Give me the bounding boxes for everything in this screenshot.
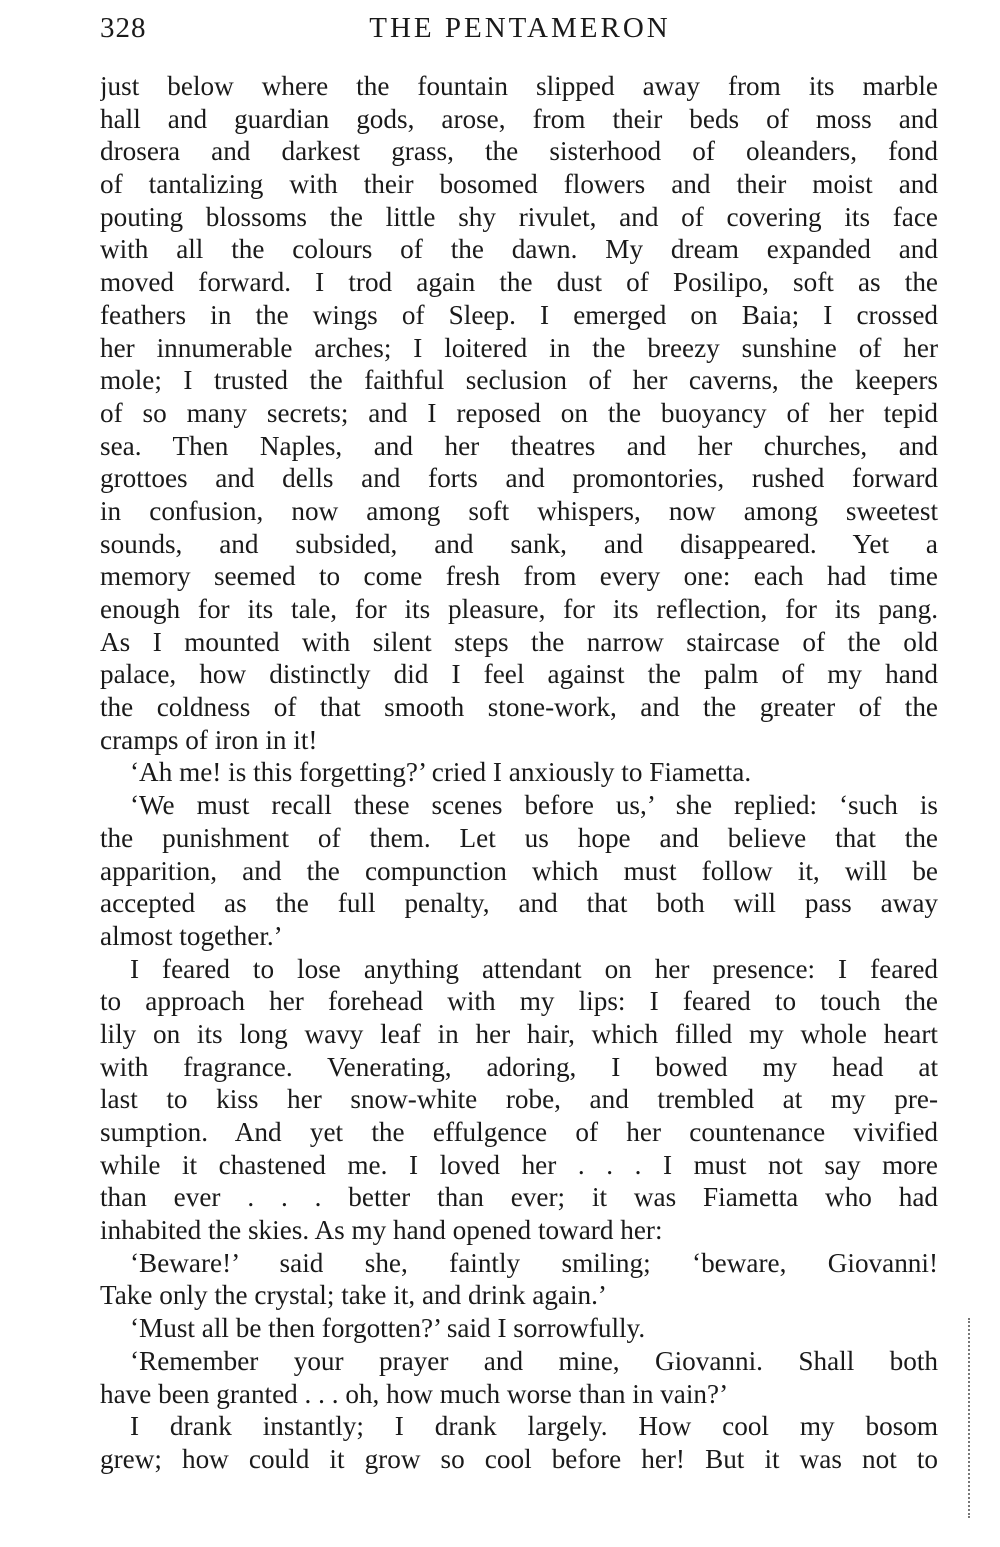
text-line: inhabited the skies. As my hand opened toward her: xyxy=(100,1215,663,1246)
text-line: grottoes and dells and forts and promontories, rushed forward xyxy=(100,463,938,494)
text-line: sumption. And yet the effulgence of her countenance vivified xyxy=(100,1117,938,1147)
text-line: have been granted . . . oh, how much worse than in vain?’ xyxy=(100,1378,729,1409)
text-line: of tantalizing with their bosomed flowers and their moist and xyxy=(100,169,938,200)
text-line: drosera and darkest grass, the sisterhood of oleanders, fond xyxy=(100,136,938,167)
text-line: ‘Remember your prayer and mine, Giovanni. Shall both xyxy=(130,1345,938,1376)
text-line: feathers in the wings of Sleep. I emerged on Baia; I crossed xyxy=(100,299,938,330)
text-line: with all the colours of the dawn. My dream expanded and xyxy=(100,234,938,265)
text-line: Take only the crystal; take it, and drink again.’ xyxy=(100,1280,607,1311)
text-line: I drank instantly; I drank largely. How cool my bosom xyxy=(130,1411,938,1442)
text-line: ‘We must recall these scenes before us,’ she replied: ‘such is xyxy=(130,790,938,821)
text-line: pouting blossoms the little shy rivulet, and of covering its face xyxy=(100,201,938,232)
text-line: the coldness of that smooth stone-work, and the greater of the xyxy=(100,692,938,723)
text-line: accepted as the full penalty, and that both will pass away xyxy=(100,888,938,919)
text-line: her innumerable arches; I loitered in the breezy sunshine of her xyxy=(100,332,938,363)
page-number: 328 xyxy=(100,12,147,44)
margin-scan-mark xyxy=(968,1318,970,1518)
text-line: grew; how could it grow so cool before her! But it was not to xyxy=(100,1443,938,1474)
text-line: ‘Beware!’ said she, faintly smiling; ‘beware, Giovanni! xyxy=(130,1247,938,1278)
text-line: ‘Must all be then forgotten?’ said I sorrowfully. xyxy=(130,1313,646,1344)
page-header xyxy=(100,12,940,56)
text-line: of so many secrets; and I reposed on the buoyancy of her tepid xyxy=(100,397,938,428)
text-line: sea. Then Naples, and her theatres and her churches, and xyxy=(100,430,938,461)
text-line: moved forward. I trod again the dust of Posilipo, soft as the xyxy=(100,267,938,298)
text-line: to approach her forehead with my lips: I feared to touch the xyxy=(100,986,938,1017)
running-title: THE PENTAMERON xyxy=(369,12,671,44)
text-line: apparition, and the compunction which must follow it, will be xyxy=(100,855,938,886)
text-line: ‘Ah me! is this forgetting?’ cried I anxiously to Fiametta. xyxy=(130,757,752,788)
body-text xyxy=(100,70,938,1476)
text-line: memory seemed to come fresh from every one: each had time xyxy=(100,561,938,592)
text-line: palace, how distinctly did I feel against the palm of my hand xyxy=(100,659,938,690)
text-line: almost together.’ xyxy=(100,920,283,951)
text-line: last to kiss her snow-white robe, and trembled at my pre- xyxy=(100,1084,938,1115)
text-line: cramps of iron in it! xyxy=(100,724,318,755)
text-line: enough for its tale, for its pleasure, for its reflection, for its pang. xyxy=(100,594,938,624)
text-line: with fragrance. Venerating, adoring, I bowed my head at xyxy=(100,1051,938,1082)
text-line: As I mounted with silent steps the narrow staircase of the old xyxy=(100,626,938,657)
text-line: in confusion, now among soft whispers, now among sweetest xyxy=(100,495,938,526)
text-line: while it chastened me. I loved her . . . I must not say more xyxy=(100,1149,938,1180)
text-line: mole; I trusted the faithful seclusion of her caverns, the keepers xyxy=(100,365,938,396)
text-line: hall and guardian gods, arose, from their beds of moss and xyxy=(100,103,938,134)
text-line: than ever . . . better than ever; it was Fiametta who had xyxy=(100,1182,938,1213)
text-line: just below where the fountain slipped away from its marble xyxy=(100,71,938,101)
text-line: I feared to lose anything attendant on her presence: I feared xyxy=(130,953,938,984)
text-line: the punishment of them. Let us hope and believe that the xyxy=(100,822,938,853)
text-line: lily on its long wavy leaf in her hair, which filled my whole heart xyxy=(100,1018,938,1049)
text-line: sounds, and subsided, and sank, and disappeared. Yet a xyxy=(100,528,938,559)
